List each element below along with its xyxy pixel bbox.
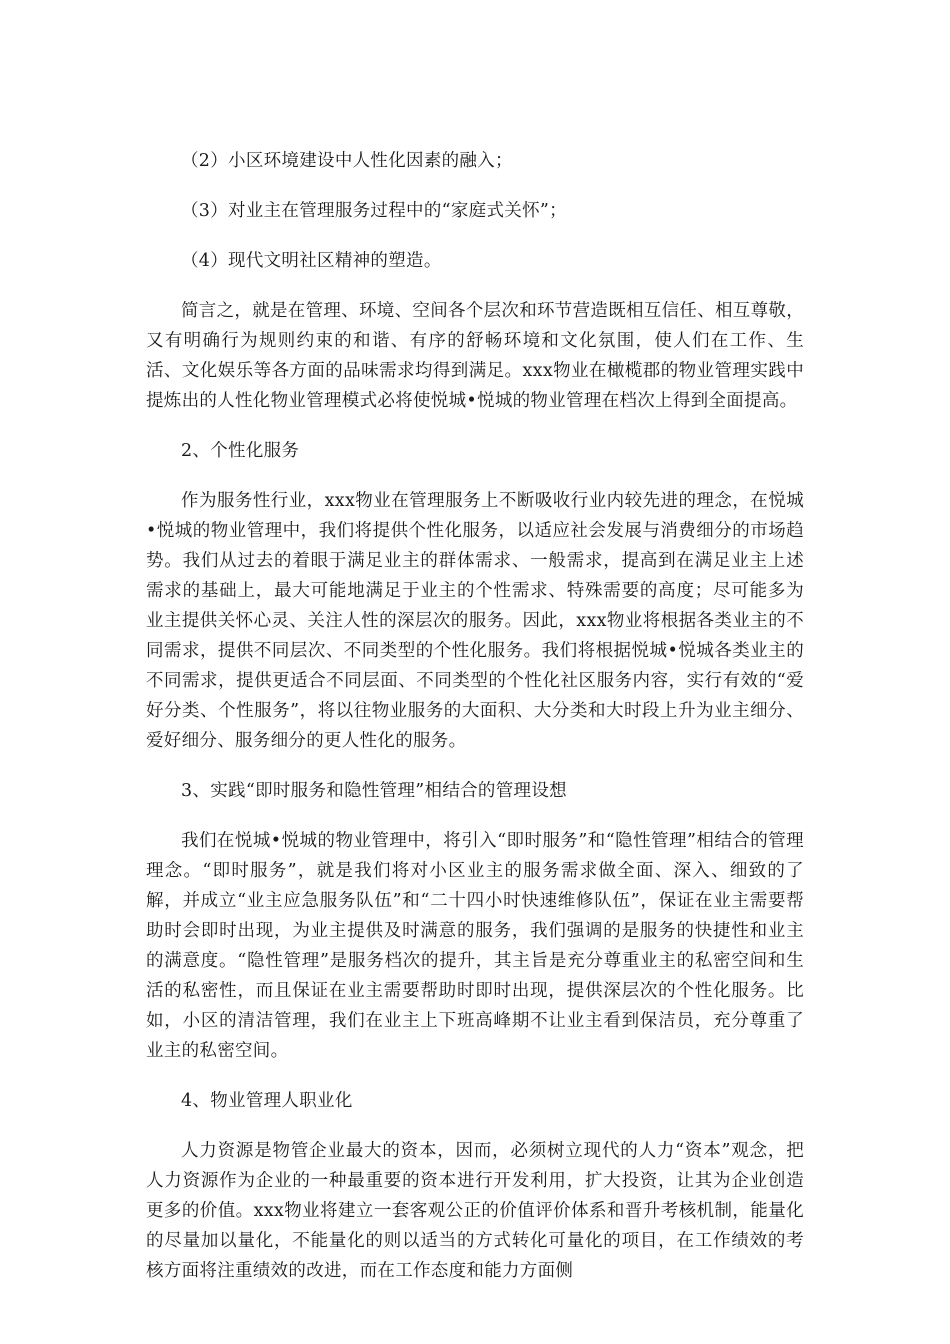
section-heading-2: 2、个性化服务 — [181, 441, 300, 461]
list-item-2: （2）小区环境建设中人性化因素的融入； — [181, 151, 513, 171]
summary-paragraph: 简言之，就是在管理、环境、空间各个层次和环节营造既相互信任、相互尊敬，又有明确行为规则约束的和谐、有序的舒畅环境和文化氛围，使人们在工作、生活、文化娱乐等各方面的品味需求均得到满足。xxx物业在橄榄郡的物业管理实践中提炼出的人性化物业管理模式必将使悦城•悦城的物业管理在档次上得到全面提高。 — [146, 301, 804, 411]
section-heading-4: 4、物业管理人职业化 — [181, 1091, 353, 1111]
section-paragraph-3: 我们在悦城•悦城的物业管理中，将引入“即时服务”和“隐性管理”相结合的管理理念。“即时服务”，就是我们将对小区业主的服务需求做全面、深入、细致的了解，并成立“业主应急服务队伍”和“二十四小时快速维修队伍”，保证在业主需要帮助时会即时出现，为业主提供及时满意的服务，我们强调的是服务的快捷性和业主的满意度。“隐性管理”是服务档次的提升，其主旨是充分尊重业主的私密空间和生活的私密性，而且保证在业主需要帮助时即时出现，提供深层次的个性化服务。比如，小区的清洁管理，我们在业主上下班高峰期不让业主看到保洁员，充分尊重了业主的私密空间。 — [146, 831, 804, 1061]
list-item-3: （3）对业主在管理服务过程中的“家庭式关怀”； — [181, 201, 567, 221]
section-heading-3: 3、实践“即时服务和隐性管理”相结合的管理设想 — [181, 781, 567, 801]
section-paragraph-4: 人力资源是物管企业最大的资本，因而，必须树立现代的人力“资本”观念，把人力资源作为企业的一种最重要的资本进行开发利用，扩大投资，让其为企业创造更多的价值。xxx物业将建立一套客观公正的价值评价体系和晋升考核机制，能量化的尽量加以量化，不能量化的则以适当的方式转化可量化的项目，在工作绩效的考核方面将注重绩效的改进，而在工作态度和能力方面侧 — [146, 1141, 804, 1281]
list-item-4: （4）现代文明社区精神的塑造。 — [181, 251, 442, 271]
section-paragraph-2: 作为服务性行业，xxx物业在管理服务上不断吸收行业内较先进的理念，在悦城•悦城的物业管理中，我们将提供个性化服务，以适应社会发展与消费细分的市场趋势。我们从过去的着眼于满足业主的群体需求、一般需求，提高到在满足业主上述需求的基础上，最大可能地满足于业主的个性需求、特殊需要的高度；尽可能多为业主提供关怀心灵、关注人性的深层次的服务。因此，xxx物业将根据各类业主的不同需求，提供不同层次、不同类型的个性化服务。我们将根据悦城•悦城各类业主的不同需求，提供更适合不同层面、不同类型的个性化社区服务内容，实行有效的“爱好分类、个性服务”，将以往物业服务的大面积、大分类和大时段上升为业主细分、爱好细分、服务细分的更人性化的服务。 — [146, 491, 804, 751]
